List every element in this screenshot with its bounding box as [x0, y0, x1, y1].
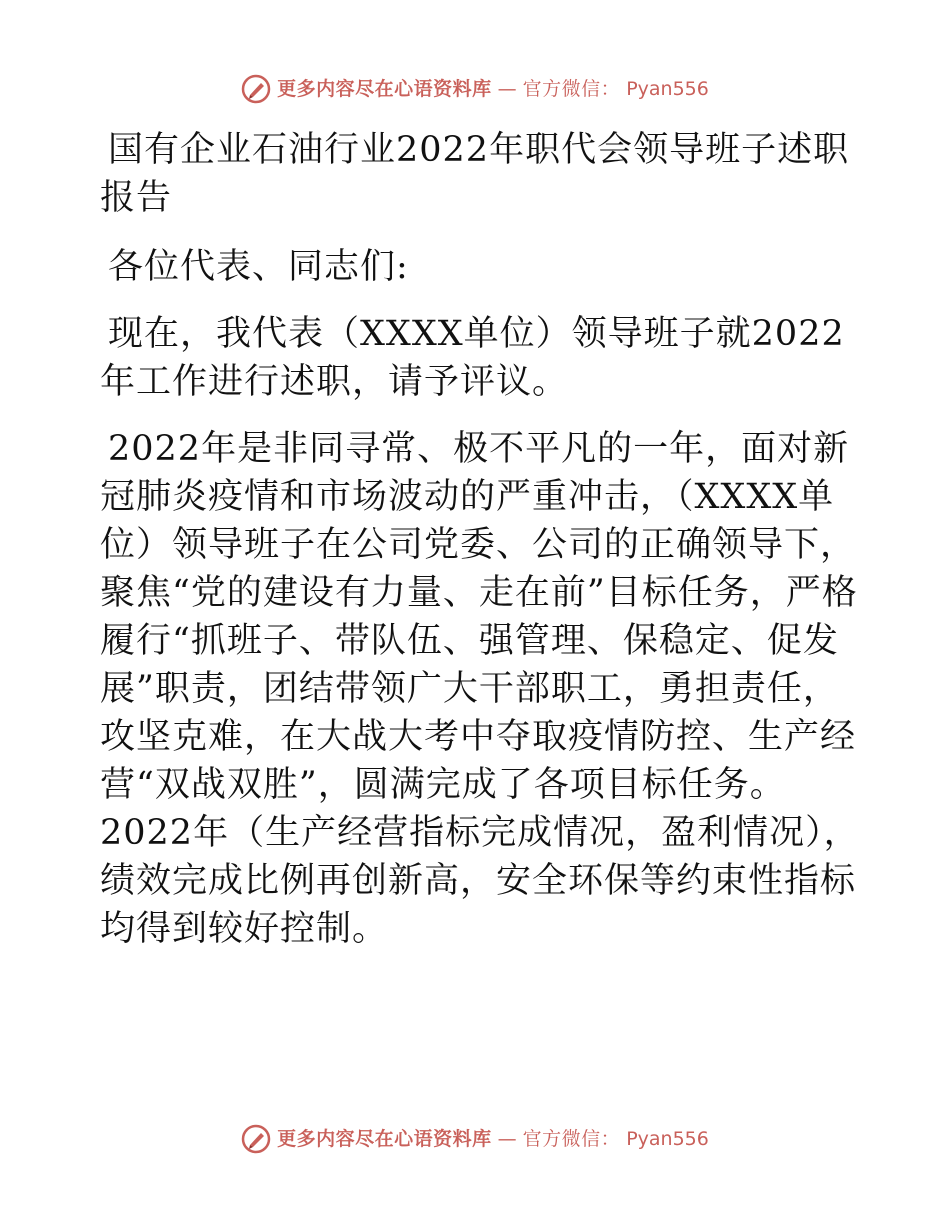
header-watermark — [0, 74, 950, 104]
watermark-sub-text: 官方微信： — [522, 1128, 621, 1150]
pen-logo-icon — [241, 74, 271, 104]
watermark-main-text: 更多内容尽在心语资料库 — [277, 1128, 492, 1150]
paragraph-summary: 2022年是非同寻常、极不平凡的一年，面对新冠肺炎疫情和市场波动的严重冲击，（XXXX单位）领导班子在公司党委、公司的正确领导下，聚焦“党的建设有力量、走在前”目标任务，严格履行“抓班子、带队伍、强管理、保稳定、促发展”职责，团结带领广大干部职工，勇担责任，攻坚克难，在大战大考中夺取疫情防控、生产经营“双战双胜”，圆满完成了各项目标任务。2022年（生产经营指标完成情况，盈利情况），绩效完成比例再创新高，安全环保等约束性指标均得到较好控制。 — [100, 429, 860, 949]
footer-watermark — [0, 1124, 950, 1154]
watermark-dash: — — [497, 1128, 517, 1150]
watermark-wechat-id: Pyan556 — [626, 1128, 709, 1150]
watermark-main-text: 更多内容尽在心语资料库 — [277, 78, 492, 100]
paragraph-salutation: 各位代表、同志们: — [108, 247, 409, 287]
watermark-wechat-id: Pyan556 — [626, 78, 709, 100]
document-body — [100, 126, 860, 972]
watermark-sub-text: 官方微信： — [522, 78, 621, 100]
paragraph-intro: 现在，我代表（XXXX单位）领导班子就2022年工作进行述职，请予评议。 — [100, 314, 845, 402]
document-title: 国有企业石油行业2022年职代会领导班子述职报告 — [100, 130, 850, 218]
pen-logo-icon — [241, 1124, 271, 1154]
watermark-dash: — — [497, 78, 517, 100]
